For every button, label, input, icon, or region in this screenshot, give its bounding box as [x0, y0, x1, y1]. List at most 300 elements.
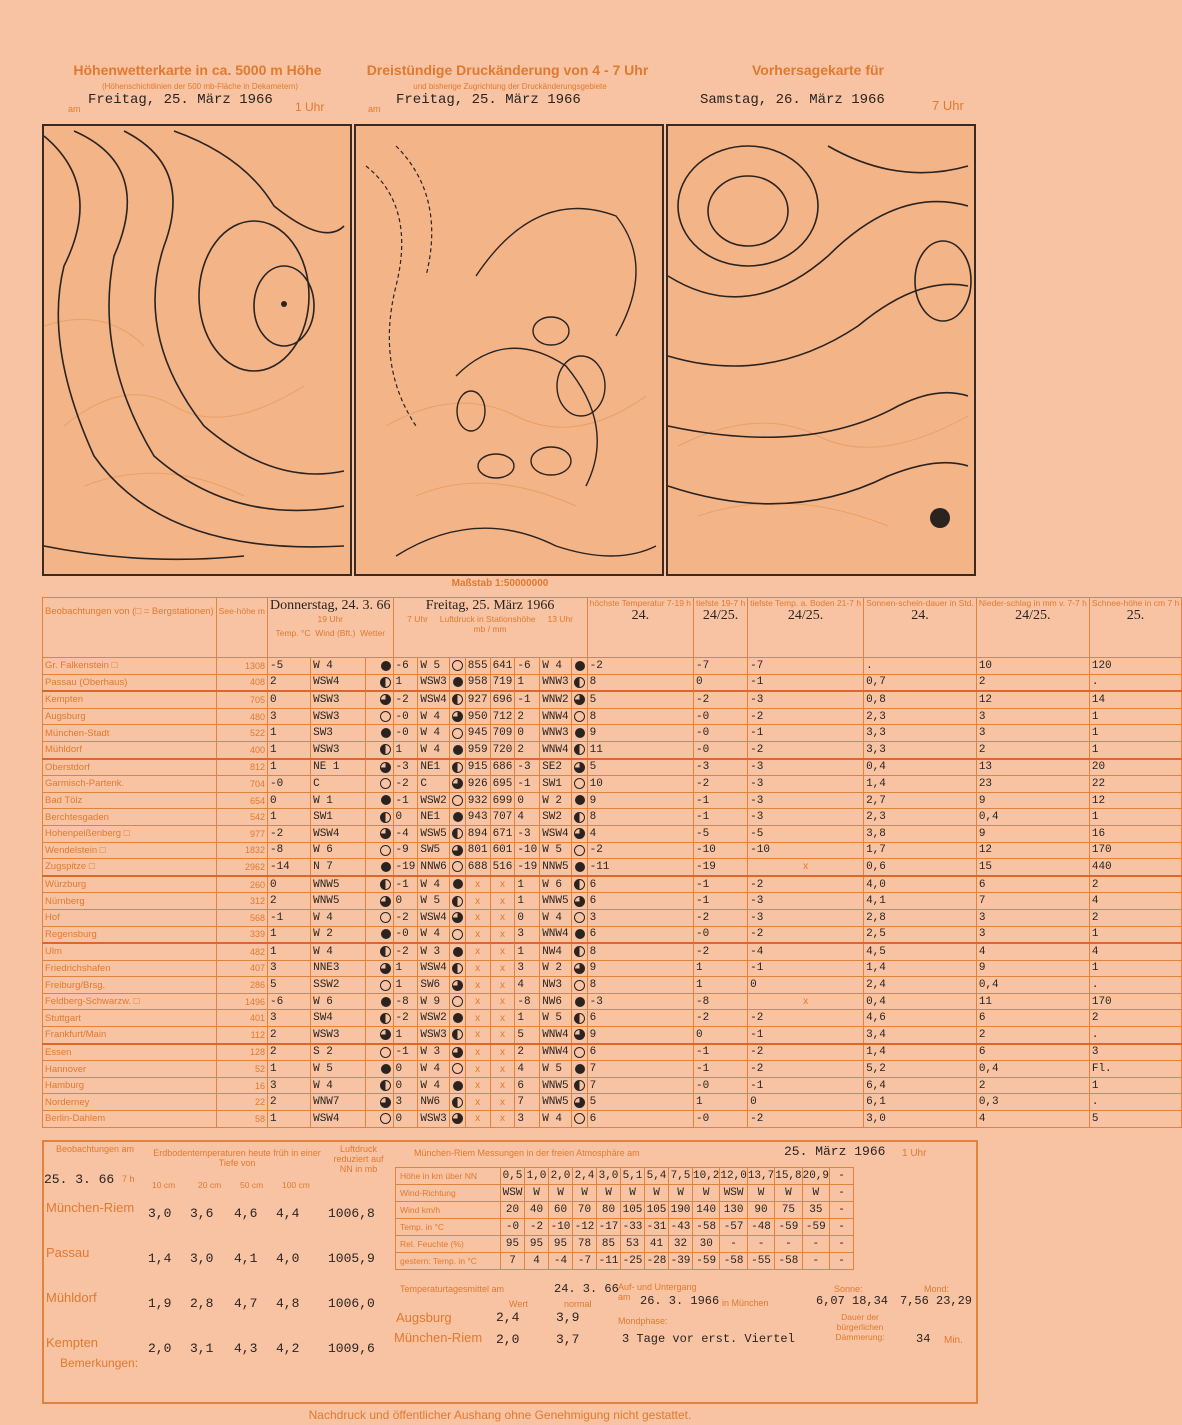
temp-min: -0: [694, 1111, 748, 1128]
temp-19h: 1: [267, 1111, 310, 1128]
temp-ground-min: -1: [748, 1077, 864, 1094]
weather-symbol-icon: [453, 745, 463, 755]
pressure-mb: x: [465, 893, 490, 910]
weather-symbol-icon: [575, 862, 585, 872]
weather-19h: [365, 809, 393, 826]
weather-symbol-icon: [380, 828, 391, 839]
pressure-mm: 719: [490, 674, 515, 691]
temp-19h: -8: [267, 842, 310, 859]
station-name: Garmisch-Partenk.: [43, 776, 217, 793]
atmos-value: -43: [669, 1219, 693, 1236]
temp-min: -0: [694, 1077, 748, 1094]
wind-7h: W 4: [418, 708, 449, 725]
pressure-mm: 695: [490, 776, 515, 793]
temp-min: -7: [694, 658, 748, 675]
atmos-value: 3,0: [597, 1168, 621, 1185]
weather-19h: [365, 792, 393, 809]
snow: Fl.: [1089, 1061, 1181, 1078]
pressure-mm: x: [490, 1010, 515, 1027]
wind-7h: WSW2: [418, 792, 449, 809]
precip: 12: [976, 691, 1089, 708]
map3-date: Samstag, 26. März 1966: [700, 92, 885, 108]
sunshine: 6,1: [864, 1094, 977, 1111]
temp-ground-min: x: [748, 859, 864, 876]
temp-19h: 3: [267, 708, 310, 725]
pressure-mb: 894: [465, 825, 490, 842]
weather-symbol-icon: [452, 694, 463, 705]
atmos-value: -: [830, 1236, 854, 1253]
station-name: Freiburg/Brsg.: [43, 977, 217, 994]
weather-symbol-icon: [452, 980, 463, 991]
map1-subtitle: (Höhenschichtlinien der 500 mb-Fläche in Dekametern): [101, 82, 299, 91]
wind-13h: SW1: [540, 776, 571, 793]
temp-19h: 1: [267, 943, 310, 960]
pressure-mm: 707: [490, 809, 515, 826]
footer-note: Nachdruck und öffentlicher Aushang ohne Genehmigung nicht gestattet.: [308, 1408, 692, 1422]
wind-13h: NW3: [540, 977, 571, 994]
weather-13h: [571, 1061, 587, 1078]
station-name: Gr. Falkenstein □: [43, 658, 217, 675]
precip: 2: [976, 741, 1089, 758]
sunshine: 2,3: [864, 809, 977, 826]
temp-ground-min: -2: [748, 1044, 864, 1061]
snow: 170: [1089, 842, 1181, 859]
pressure-mb: 926: [465, 776, 490, 793]
weather-symbol-icon: [380, 1097, 391, 1108]
atmos-value: -: [802, 1236, 829, 1253]
weather-symbol-icon: [574, 946, 585, 957]
atmos-value: WSW: [720, 1185, 747, 1202]
snow: 1: [1089, 741, 1181, 758]
station-name: Berchtesgaden: [43, 809, 217, 826]
weather-13h: [571, 1027, 587, 1044]
temp-ground-min: 0: [748, 1094, 864, 1111]
sunshine: 2,8: [864, 909, 977, 926]
weather-19h: [365, 1094, 393, 1111]
temp-7h: 1: [393, 674, 418, 691]
weather-7h: [449, 926, 465, 943]
atmos-value: 20: [501, 1202, 525, 1219]
temp-ground-min: -2: [748, 1010, 864, 1027]
temp-13h: 2: [515, 708, 540, 725]
atmos-value: 78: [573, 1236, 597, 1253]
weather-7h: [449, 993, 465, 1010]
pressure-mm: x: [490, 960, 515, 977]
atmos-value: 7,5: [669, 1168, 693, 1185]
pressure-mb: 801: [465, 842, 490, 859]
soil-temp: 4,7: [234, 1296, 258, 1311]
atmos-value: 80: [597, 1202, 621, 1219]
temp-ground-min: x: [748, 993, 864, 1010]
weather-7h: [449, 1094, 465, 1111]
weather-symbol-icon: [452, 711, 463, 722]
weather-7h: [449, 909, 465, 926]
atmos-value: -59: [802, 1219, 829, 1236]
temp-13h: 6: [515, 1077, 540, 1094]
wind-19h: NNE3: [311, 960, 366, 977]
station-row: [43, 792, 1182, 809]
upper-air-contours: [44, 126, 350, 574]
atmos-value: -55: [747, 1253, 774, 1270]
weather-symbol-icon: [575, 1064, 585, 1074]
temp-19h: 1: [267, 725, 310, 742]
weather-symbol-icon: [574, 980, 585, 991]
temp-19h: 3: [267, 960, 310, 977]
sunshine: 0,7: [864, 674, 977, 691]
wind-13h: W 5: [540, 842, 571, 859]
temp-ground-min: -5: [748, 825, 864, 842]
pressure-mb: 958: [465, 674, 490, 691]
weather-13h: [571, 926, 587, 943]
wind-19h: SW4: [311, 1010, 366, 1027]
atmos-value: 35: [802, 1202, 829, 1219]
pressure-mm: 712: [490, 708, 515, 725]
temp-max: 9: [587, 725, 693, 742]
wind-7h: W 4: [418, 725, 449, 742]
weather-7h: [449, 1010, 465, 1027]
temp-13h: -8: [515, 993, 540, 1010]
wind-13h: WNW4: [540, 1027, 571, 1044]
snow: 440: [1089, 859, 1181, 876]
station-height: 654: [216, 792, 267, 809]
temp-13h: -1: [515, 691, 540, 708]
weather-19h: [365, 960, 393, 977]
map1-date: Freitag, 25. März 1966: [88, 92, 273, 108]
station-height: 812: [216, 759, 267, 776]
temp-19h: -5: [267, 658, 310, 675]
temp-max: 6: [587, 893, 693, 910]
atmos-value: -12: [573, 1219, 597, 1236]
precip: 4: [976, 1111, 1089, 1128]
wind-19h: WSW4: [311, 1111, 366, 1128]
weather-symbol-icon: [452, 660, 463, 671]
atmos-value: W: [549, 1185, 573, 1202]
weather-13h: [571, 893, 587, 910]
snow: 1: [1089, 926, 1181, 943]
weather-symbol-icon: [574, 828, 585, 839]
temp-ground-min: -2: [748, 708, 864, 725]
wind-13h: WNW5: [540, 893, 571, 910]
weather-symbol-icon: [380, 744, 391, 755]
atmos-value: 2,4: [573, 1168, 597, 1185]
temp-13h: 0: [515, 909, 540, 926]
weather-symbol-icon: [453, 947, 463, 957]
wind-13h: WNW4: [540, 708, 571, 725]
weather-19h: [365, 1010, 393, 1027]
weather-symbol-icon: [380, 677, 391, 688]
snow: 120: [1089, 658, 1181, 675]
temp-max: 6: [587, 1111, 693, 1128]
wind-13h: W 4: [540, 658, 571, 675]
atmos-value: 95: [501, 1236, 525, 1253]
station-name: Friedrichshafen: [43, 960, 217, 977]
station-name: Würzburg: [43, 876, 217, 893]
snow: 1: [1089, 809, 1181, 826]
atmos-value: -: [830, 1202, 854, 1219]
tagesmittel-augsburg-normal: 3,9: [556, 1310, 580, 1325]
temp-ground-min: -4: [748, 943, 864, 960]
atmos-row-label: Wind km/h: [396, 1202, 501, 1219]
pressure-mb: x: [465, 1044, 490, 1061]
pressure-mm: x: [490, 876, 515, 893]
station-height: 400: [216, 741, 267, 758]
wind-19h: W 6: [311, 842, 366, 859]
temp-7h: -4: [393, 825, 418, 842]
wind-7h: W 4: [418, 876, 449, 893]
snow: 1: [1089, 1077, 1181, 1094]
wind-19h: SW1: [311, 809, 366, 826]
temp-min: -2: [694, 776, 748, 793]
temp-ground-min: -2: [748, 1111, 864, 1128]
pressure-mb: x: [465, 1027, 490, 1044]
weather-19h: [365, 1111, 393, 1128]
temp-min: -1: [694, 809, 748, 826]
precip: 13: [976, 759, 1089, 776]
soil-title: Beobachtungen am: [55, 1144, 135, 1154]
precip: 6: [976, 1044, 1089, 1061]
atmos-value: 32: [669, 1236, 693, 1253]
weather-symbol-icon: [574, 1097, 585, 1108]
temp-19h: 1: [267, 926, 310, 943]
station-row: [43, 926, 1182, 943]
atmos-value: -: [802, 1253, 829, 1270]
atmos-value: -33: [621, 1219, 645, 1236]
sunshine: 3,3: [864, 741, 977, 758]
wind-13h: SW2: [540, 809, 571, 826]
tagesmittel-wert: Wert: [509, 1299, 528, 1309]
atmos-data-row: [396, 1219, 854, 1236]
atmos-value: W: [669, 1185, 693, 1202]
pressure-mm: x: [490, 943, 515, 960]
wind-13h: WNW4: [540, 1044, 571, 1061]
pressure-mm: x: [490, 1061, 515, 1078]
temp-ground-min: -2: [748, 926, 864, 943]
ground-min-header: tiefste Temp. a. Boden 21-7 h 24/25.: [748, 598, 864, 658]
weather-symbol-icon: [453, 812, 463, 822]
map-scale: Maßstab 1:50000000: [451, 578, 549, 589]
precip: 6: [976, 876, 1089, 893]
temp-max: 11: [587, 741, 693, 758]
temp-19h: -14: [267, 859, 310, 876]
atmos-value: 2,0: [549, 1168, 573, 1185]
temp-min: -1: [694, 893, 748, 910]
temp-min: -3: [694, 759, 748, 776]
pressure-mb: x: [465, 1010, 490, 1027]
station-height: 401: [216, 1010, 267, 1027]
soil-temp: 1,4: [148, 1251, 172, 1266]
temp-max: 6: [587, 1010, 693, 1027]
atmos-value: 90: [747, 1202, 774, 1219]
temp-19h: 0: [267, 792, 310, 809]
station-name: Regensburg: [43, 926, 217, 943]
station-row: [43, 960, 1182, 977]
station-height: 128: [216, 1044, 267, 1061]
temp-19h: -0: [267, 776, 310, 793]
pressure-change-map: [354, 124, 664, 576]
weather-symbol-icon: [452, 1097, 463, 1108]
temp-max: 6: [587, 876, 693, 893]
pressure-mm: 696: [490, 691, 515, 708]
precip: 0,4: [976, 977, 1089, 994]
weather-symbol-icon: [574, 1080, 585, 1091]
weather-symbol-icon: [574, 879, 585, 890]
weather-symbol-icon: [575, 997, 585, 1007]
sonne-label: Sonne:: [834, 1284, 863, 1294]
temp-7h: 1: [393, 741, 418, 758]
weather-symbol-icon: [452, 1113, 463, 1124]
soil-temp: 4,2: [276, 1341, 300, 1356]
atmos-value: W: [693, 1185, 720, 1202]
weather-symbol-icon: [453, 677, 463, 687]
temp-max: -2: [587, 842, 693, 859]
atmos-value: 0,5: [501, 1168, 525, 1185]
map2-title: Dreistündige Druckänderung von 4 - 7 Uhr: [366, 62, 649, 78]
wind-19h: W 5: [311, 1061, 366, 1078]
weather-symbol-icon: [575, 661, 585, 671]
weather-symbol-icon: [452, 929, 463, 940]
temp-ground-min: -3: [748, 759, 864, 776]
pressure-mm: x: [490, 1094, 515, 1111]
station-row: [43, 725, 1182, 742]
mond-value: 7,56 23,29: [900, 1294, 973, 1308]
soil-date: 25. 3. 66: [44, 1172, 115, 1187]
day2-header: Freitag, 25. März 1966 7 Uhr Luftdruck in Stationshöhe 13 Uhr mb / mm: [393, 598, 587, 658]
atmos-value: -25: [621, 1253, 645, 1270]
weather-19h: [365, 926, 393, 943]
atmos-value: -58: [693, 1219, 720, 1236]
soil-depth-100: 100 cm: [282, 1180, 310, 1190]
wind-7h: W 4: [418, 741, 449, 758]
temp-7h: -0: [393, 926, 418, 943]
station-row: [43, 1027, 1182, 1044]
map3-title: Vorhersagekarte für: [751, 62, 884, 78]
atmos-value: -59: [775, 1219, 802, 1236]
station-name: Ulm: [43, 943, 217, 960]
atmos-value: 53: [621, 1236, 645, 1253]
wind-13h: WNW5: [540, 1094, 571, 1111]
snow: 2: [1089, 876, 1181, 893]
weather-7h: [449, 842, 465, 859]
atmos-value: 10,2: [693, 1168, 720, 1185]
soil-temp: 2,0: [148, 1341, 172, 1356]
weather-7h: [449, 1077, 465, 1094]
station-name: Nürnberg: [43, 893, 217, 910]
atmos-value: -39: [669, 1253, 693, 1270]
snow: 4: [1089, 943, 1181, 960]
temp-19h: 2: [267, 1027, 310, 1044]
atmos-value: WSW: [501, 1185, 525, 1202]
station-row: [43, 893, 1182, 910]
station-height: 542: [216, 809, 267, 826]
weather-symbol-icon: [380, 1013, 391, 1024]
temp-13h: 4: [515, 1061, 540, 1078]
weather-7h: [449, 776, 465, 793]
weather-13h: [571, 1111, 587, 1128]
atmos-value: -0: [501, 1219, 525, 1236]
sun-date: 26. 3. 1966: [640, 1294, 720, 1308]
atmos-value: 75: [775, 1202, 802, 1219]
map1-title: Höhenwetterkarte in ca. 5000 m Höhe: [73, 62, 322, 78]
atmos-value: W: [621, 1185, 645, 1202]
snow: 4: [1089, 893, 1181, 910]
wind-13h: W 5: [540, 1061, 571, 1078]
atmos-value: 4: [525, 1253, 549, 1270]
weather-symbol-icon: [452, 828, 463, 839]
temp-7h: 0: [393, 809, 418, 826]
weather-symbol-icon: [574, 963, 585, 974]
tagesmittel-label: Temperaturtagesmittel am: [400, 1284, 505, 1294]
weather-7h: [449, 893, 465, 910]
mond-label: Mond:: [924, 1284, 950, 1294]
atmos-value: W: [775, 1185, 802, 1202]
temp-7h: 3: [393, 1094, 418, 1111]
pressure-mb: x: [465, 1077, 490, 1094]
temp-min: -19: [694, 859, 748, 876]
weather-symbol-icon: [574, 744, 585, 755]
pressure-mb: 927: [465, 691, 490, 708]
precip: 3: [976, 725, 1089, 742]
pressure-mb: x: [465, 977, 490, 994]
precip: 9: [976, 825, 1089, 842]
weather-19h: [365, 825, 393, 842]
temp-13h: 1: [515, 1010, 540, 1027]
temp-max: 9: [587, 792, 693, 809]
pressure-mm: x: [490, 1111, 515, 1128]
temp-min: -0: [694, 926, 748, 943]
map1-time: 1 Uhr: [295, 100, 325, 114]
temp-13h: 4: [515, 977, 540, 994]
temp-min: 1: [694, 960, 748, 977]
station-name: Wendelstein □: [43, 842, 217, 859]
weather-symbol-icon: [574, 912, 585, 923]
station-height: 260: [216, 876, 267, 893]
pressure-mb: 959: [465, 741, 490, 758]
temp-19h: 2: [267, 893, 310, 910]
sunshine: 5,2: [864, 1061, 977, 1078]
temp-13h: -6: [515, 658, 540, 675]
temp-ground-min: -3: [748, 691, 864, 708]
weather-symbol-icon: [574, 812, 585, 823]
atmos-value: 13,7: [747, 1168, 774, 1185]
temp-7h: -1: [393, 792, 418, 809]
temp-19h: 1: [267, 741, 310, 758]
snow: 3: [1089, 1044, 1181, 1061]
soil-temp: 4,3: [234, 1341, 258, 1356]
station-row: [43, 842, 1182, 859]
atmos-value: -10: [549, 1219, 573, 1236]
wind-19h: WNW5: [311, 893, 366, 910]
atmos-value: -58: [775, 1253, 802, 1270]
temp-max: 4: [587, 825, 693, 842]
weather-symbol-icon: [574, 762, 585, 773]
weather-symbol-icon: [452, 795, 463, 806]
pressure-mm: x: [490, 1044, 515, 1061]
precip: 0,3: [976, 1094, 1089, 1111]
atmos-value: W: [573, 1185, 597, 1202]
temp-19h: -2: [267, 825, 310, 842]
station-name: Berlin-Dahlem: [43, 1111, 217, 1128]
station-row: [43, 809, 1182, 826]
station-row: [43, 741, 1182, 758]
temp-ground-min: -2: [748, 876, 864, 893]
precip: 6: [976, 1010, 1089, 1027]
weather-symbol-icon: [575, 929, 585, 939]
wind-13h: W 5: [540, 1010, 571, 1027]
temp-7h: 1: [393, 1027, 418, 1044]
sunshine: 3,3: [864, 725, 977, 742]
station-name: München-Stadt: [43, 725, 217, 742]
weather-symbol-icon: [381, 728, 391, 738]
